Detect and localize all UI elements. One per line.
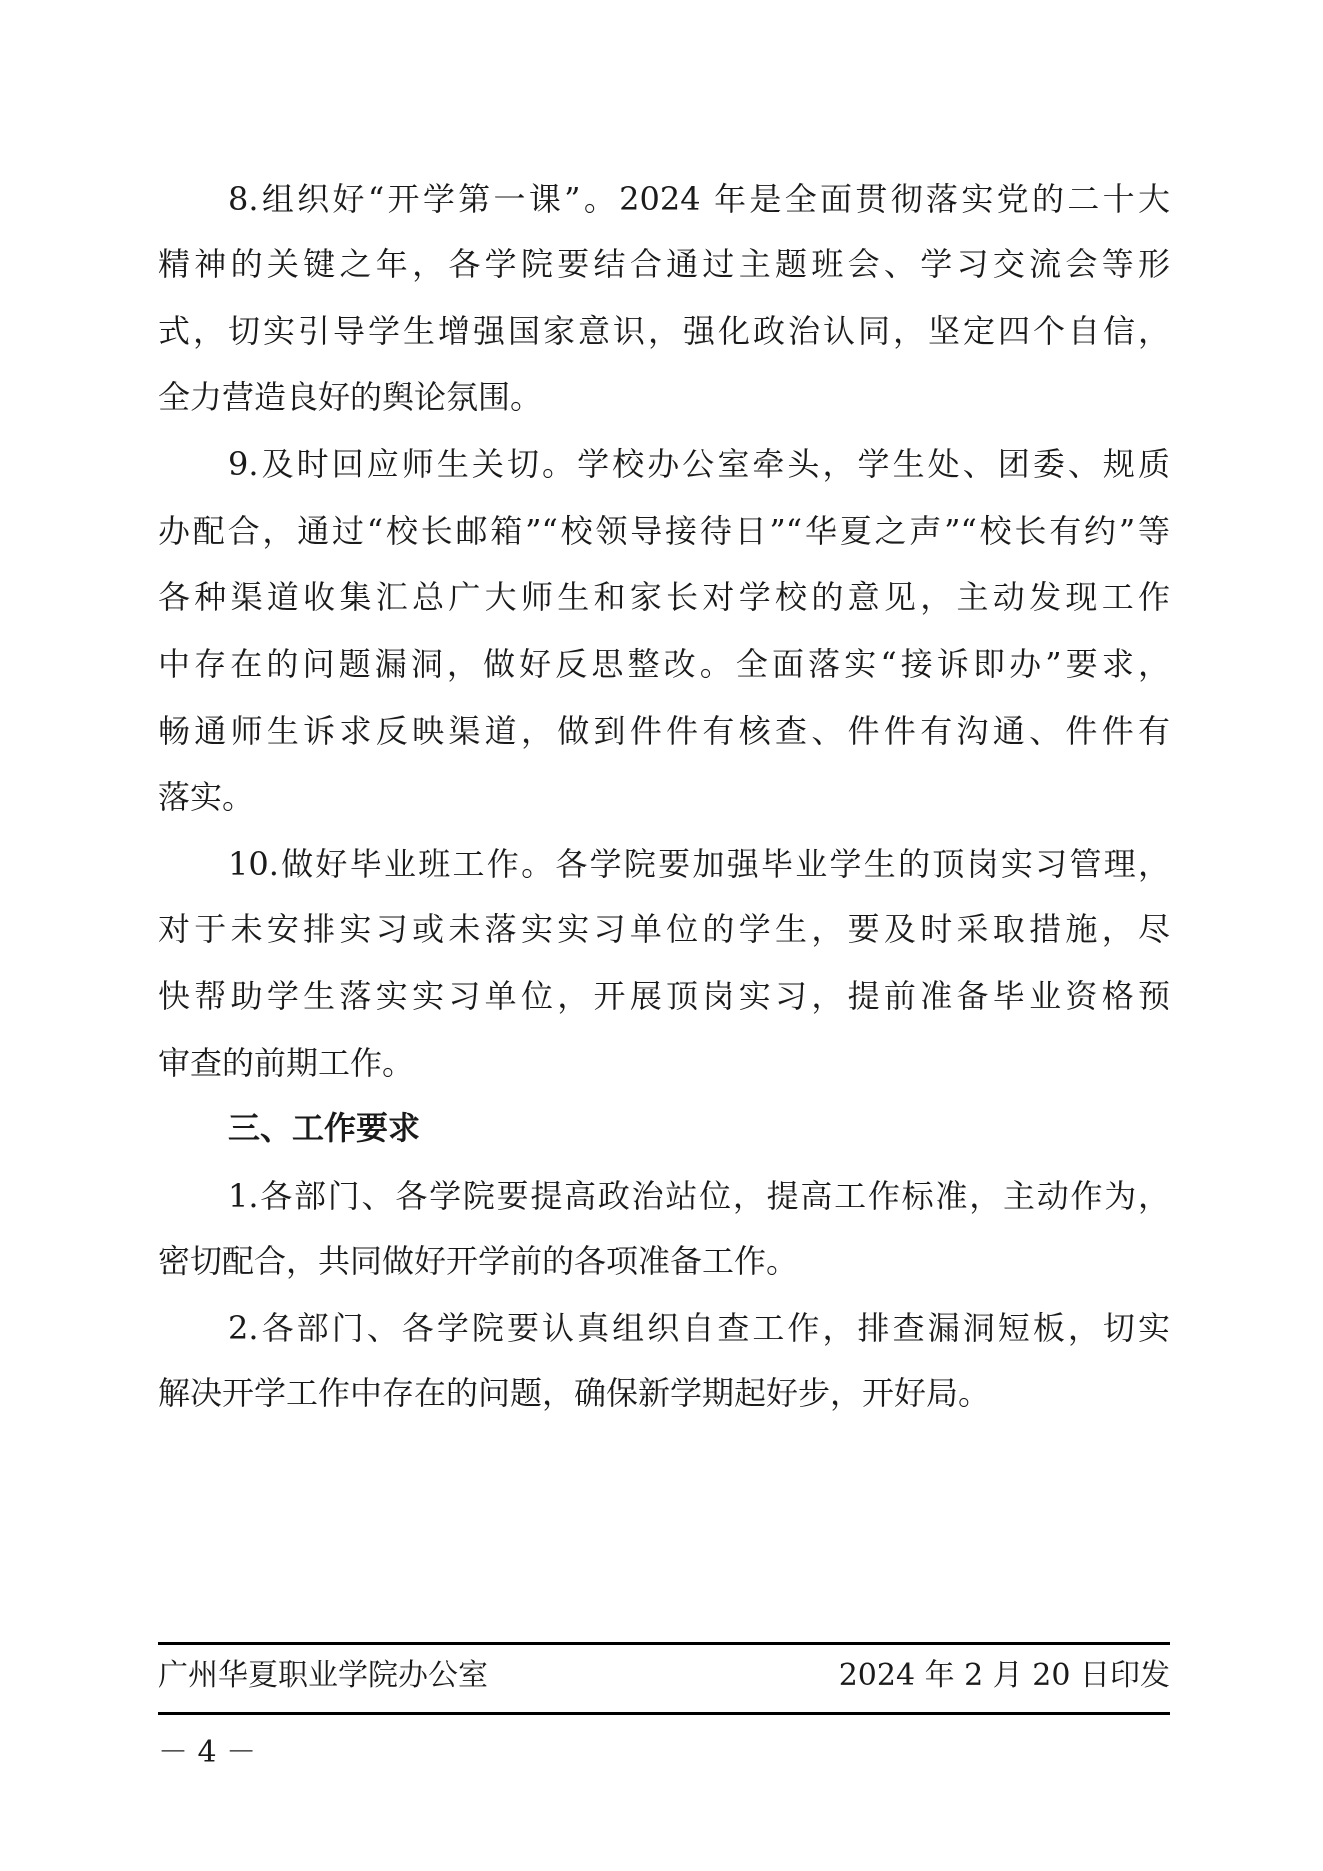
footer-top-rule (158, 1642, 1170, 1645)
body-text-line: 2.各部门、各学院要认真组织自查工作，排查漏洞短板，切实 (228, 1309, 1170, 1347)
body-text-line: 畅通师生诉求反映渠道，做到件件有核查、件件有沟通、件件有 (158, 712, 1170, 750)
body-text-line: 密切配合，共同做好开学前的各项准备工作。 (158, 1242, 799, 1280)
body-text-line: 审查的前期工作。 (158, 1044, 415, 1082)
body-text-line: 9.及时回应师生关切。学校办公室牵头，学生处、团委、规质 (228, 445, 1170, 483)
footer-bottom-rule (158, 1712, 1170, 1715)
body-text-line: 快帮助学生落实实习单位，开展顶岗实习，提前准备毕业资格预 (158, 977, 1170, 1015)
body-text-line: 式，切实引导学生增强国家意识，强化政治认同，坚定四个自信， (158, 312, 1170, 350)
footer-date: 2024 年 2 月 20 日印发 (838, 1658, 1170, 1693)
body-text-line: 解决开学工作中存在的问题，确保新学期起好步，开好局。 (158, 1374, 991, 1412)
body-text-line: 中存在的问题漏洞，做好反思整改。全面落实“接诉即办”要求， (158, 645, 1170, 683)
body-text-line: 1.各部门、各学院要提高政治站位，提高工作标准，主动作为， (228, 1177, 1170, 1215)
body-text-line: 各种渠道收集汇总广大师生和家长对学校的意见，主动发现工作 (158, 578, 1170, 616)
body-text-line: 全力营造良好的舆论氛围。 (158, 378, 543, 416)
body-text-line: 办配合，通过“校长邮箱”“校领导接待日”“华夏之声”“校长有约”等 (158, 512, 1170, 550)
section-heading: 三、工作要求 (228, 1109, 421, 1147)
body-text-line: 对于未安排实习或未落实实习单位的学生，要及时采取措施，尽 (158, 910, 1170, 948)
page-number: － 4 － (158, 1735, 257, 1770)
body-text-line: 10.做好毕业班工作。各学院要加强毕业学生的顶岗实习管理， (228, 845, 1170, 883)
body-text-line: 落实。 (158, 778, 255, 816)
footer-issuer: 广州华夏职业学院办公室 (158, 1658, 488, 1693)
body-text-line: 精神的关键之年，各学院要结合通过主题班会、学习交流会等形 (158, 245, 1170, 283)
body-text-line: 8.组织好“开学第一课”。2024 年是全面贯彻落实党的二十大 (228, 180, 1170, 218)
